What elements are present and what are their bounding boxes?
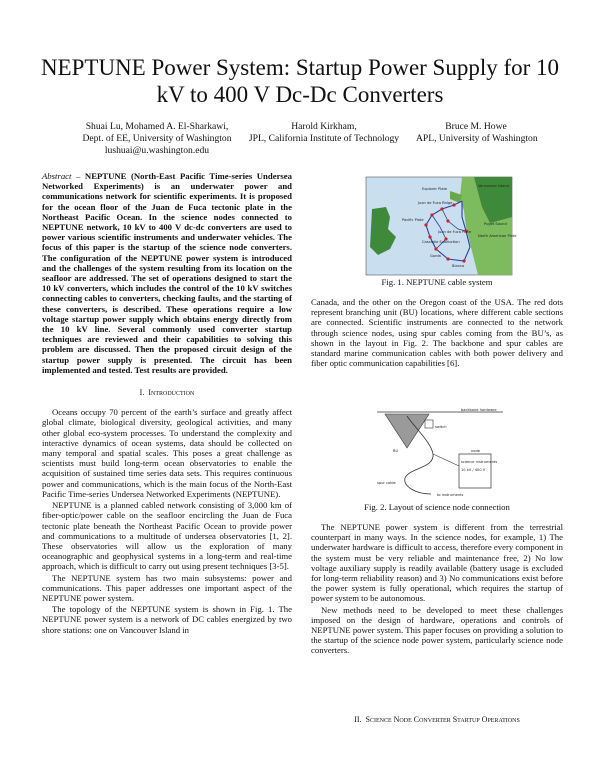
map-label: North American Plate [478,234,517,238]
figure-2-caption: Fig. 2. Layout of science node connection [364,502,510,512]
section-heading-1 [42,388,292,398]
diagram-label: backbone hardware [461,408,497,412]
bu-triangle [385,414,429,448]
right-column-bottom [311,522,563,656]
author-email: lushuai@u.washington.edu [104,145,210,157]
map-label: Blanco [452,264,465,268]
author-affiliation: APL, University of Washington [416,133,538,145]
section-title: Science Node Converter Startup Operations [365,715,520,724]
body-paragraph: NEPTUNE is a planned cabled network consisting of 3,000 km of fiber-optic/power cable on the seafloor encircling the Juan de Fuca tectonic plate beneath the Northeast Pacific Ocean to provide power and communications to a multitude of undersea observatories [1, 2]. These observatories will allow us the exploration of many oceanographic and geophysical systems in a long-term and real-time approach, which is difficult to carry out using present techniques [3-5]. [42,500,292,572]
map-label: Gorda [430,254,441,258]
left-column [42,171,292,635]
body-paragraph: The NEPTUNE system has two main subsystems: power and communications. This paper addresses one important aspect of the NEPTUNE power system. [42,572,292,603]
map-label: Puget Sound [484,222,507,226]
diagram-label: node [471,449,480,453]
author-name: Harold Kirkham, [291,121,357,132]
abstract-text: NEPTUNE (North-East Pacific Time-series Undersea Networked Experiments) is an underwater power and communications network for scientific experiments. It is proposed for the ocean floor of the Juan de Fuca tectonic plate in the Northeast Pacific Ocean. In the science nodes connected to NEPTUNE network, 10 kV to 400 V dc-dc converters are used to power various scientific instruments and underwater vehicles. The focus of this paper is the startup of the science node converters. The configuration of the NEPTUNE power system is introduced and the challenges of the system resulting from its location on the seafloor are addressed. The set of operations designed to start the 10 kV converters, which includes the control of the 10 kV switches connecting cables to converters, checking faults, and the starting of these converters, is described. These operations require a low voltage startup power supply which obtains energy directly from the 10 kV line. Several commonly used converter startup techniques are reviewed and their capabilities to solving this problem are discussed. Then the proposed circuit design of the startup power supply is presented. The circuit has been implemented and tested. Test results are provided. [42,171,293,375]
body-paragraph: Canada, and the other on the Oregon coast of the USA. The red dots represent branching unit (BU) locations, where different cable sections are connected. Scientific instruments are connected to the network through science nodes, using spur cables coming from the BU’s, as shown in the layout in Fig. 2. The backbone and spur cables are standard marine communication cables with both power delivery and fiber optic communication capabilities [6]. [311,297,563,369]
author-affiliation: Dept. of EE, University of Washington [82,133,232,145]
section-number: II. [354,715,362,724]
body-paragraph: Oceans occupy 70 percent of the earth’s surface and greatly affect global climate, biological diversity, geological activities, and many other global eco-system processes. To understand the complexity and interactive dynamics of ocean systems, data should be collected on many temporal and spatial scales. This poses a great challenge as scientists must build long-term ocean observatories to enable the acquisition of sustained time series data sets. This requires continuous power and communications, which is the main focus of the North-East Pacific Time-series Undersea Networked Experiments (NEPTUNE). [42,407,292,499]
author-affiliation: JPL, California Institute of Technology [248,133,400,145]
right-column-top [311,297,563,368]
body-paragraph: The NEPTUNE power system is different from the terrestrial counterpart in many ways. In the science nodes, for example, 1) The underwater hardware is difficult to access, therefore every component in the system must be very reliable and maintenance free, 2) No low voltage auxiliary supply is readily available (battery usage is excluded for long-term reliability reason) and 3) No communications exist before the power system is fully operational, which requires the startup of power system to be autonomous. [311,522,563,604]
figure-1-caption: Fig. 1. NEPTUNE cable system [381,277,493,287]
map-label: Cascadia Subduction [422,240,460,244]
author-block-3 [416,121,536,145]
section-number: I. [139,388,145,398]
diagram-label: science instruments [461,460,498,464]
figure-1-map [366,177,517,275]
diagram-label: spur cable [377,481,396,485]
abstract-dash: – [76,171,81,181]
diagram-label: 10 kV / 400 V [461,468,486,472]
diagram-label: switch [435,425,447,429]
abstract-lead: Abstract [42,171,72,181]
map-label: Pacific Plate [402,218,424,222]
diagram-label: to instruments [437,493,464,497]
figure-2-diagram [375,408,505,498]
section-heading-2 [311,715,563,724]
diagram-label: BU [393,449,399,453]
map-label: Vancouver Island [478,184,509,188]
section-title: Introduction [148,388,195,398]
map-label: Explorer Plate [422,187,448,191]
author-block-1 [67,121,247,158]
map-label: Juan de Fuca Ridge [418,201,453,205]
map-label: Juan de Fuca Plate [438,230,472,234]
body-paragraph: The topology of the NEPTUNE system is shown in Fig. 1. The NEPTUNE power system is a network of DC cables energized by two shore stations: one on Vancouver Island in [42,604,292,635]
paper-title: NEPTUNE Power System: Startup Power Supply for 10 kV to 400 V Dc-Dc Converters [40,55,560,107]
author-block-2 [244,121,404,145]
switch-box [425,420,433,428]
body-paragraph: New methods need to be developed to meet these challenges imposed on the design of hardware, operations and controls of NEPTUNE power system. This paper focuses on providing a solution to the startup of the science node power system, particularly science node converters. [311,604,563,656]
author-name: Bruce M. Howe [445,121,507,132]
abstract [42,171,292,375]
author-name: Shuai Lu, Mohamed A. El-Sharkawi, [85,121,229,132]
